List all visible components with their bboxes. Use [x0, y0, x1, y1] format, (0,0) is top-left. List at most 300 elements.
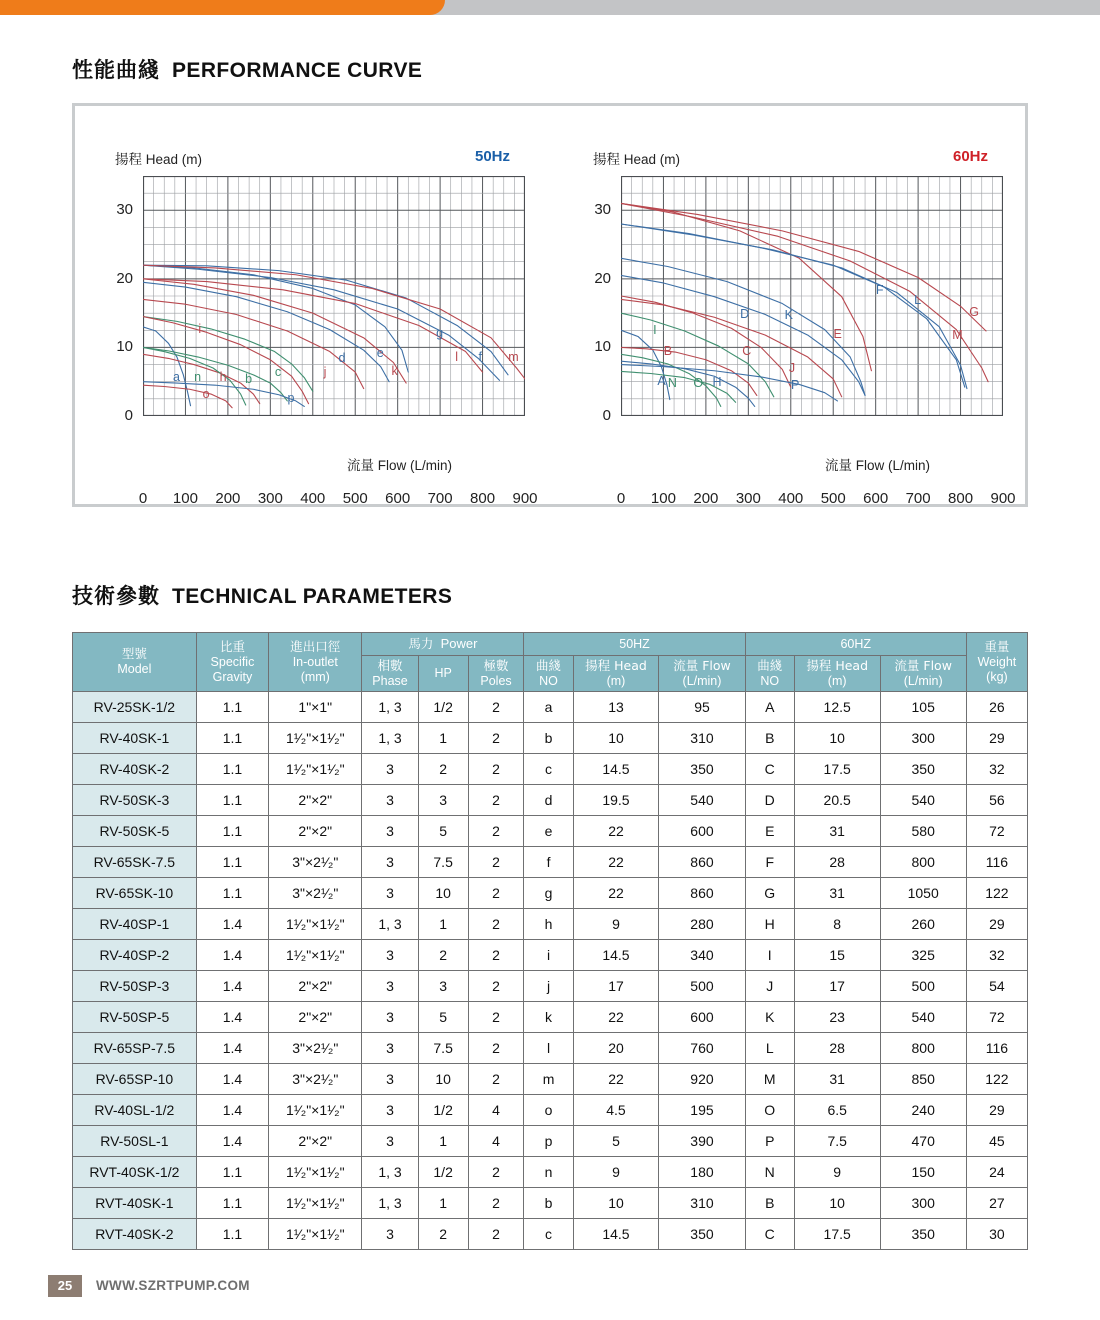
cell-curve-no-50hz: k [524, 1002, 573, 1033]
chart-60hz-x-tick: 0 [616, 490, 626, 507]
chart-60hz-y-axis-label: 揚程 Head (m) [593, 152, 681, 167]
cell-in-outlet: 3"×2¹⁄₂" [269, 878, 362, 909]
chart-50hz-curve-label-d: d [338, 351, 346, 366]
header-weight-en2: (kg) [986, 669, 1008, 684]
cell-curve-no-50hz: f [524, 847, 573, 878]
header-poles-en: Poles [480, 673, 512, 688]
cell-model: RV-65SP-10 [73, 1064, 197, 1095]
chart-60hz-x-tick: 200 [693, 490, 719, 507]
table-row [73, 878, 1028, 909]
cell-curve-no-50hz: b [524, 1188, 573, 1219]
cell-curve-no-50hz: c [524, 1219, 573, 1250]
cell-poles: 2 [468, 847, 524, 878]
chart-60hz-curve-label-O: O [693, 376, 704, 391]
header-weight-en1: Weight [977, 654, 1017, 669]
header-weight [966, 633, 1027, 692]
cell-hp: 5 [418, 816, 468, 847]
cell-head-50hz: 14.5 [573, 754, 659, 785]
chart-50hz-x-tick: 700 [427, 490, 453, 507]
cell-poles: 2 [468, 1033, 524, 1064]
cell-in-outlet: 1¹⁄₂"×1¹⁄₂" [269, 1157, 362, 1188]
header-50hz-curve-cn: 曲綫 [536, 657, 562, 673]
cell-hp: 10 [418, 878, 468, 909]
cell-head-60hz: 17.5 [794, 1219, 880, 1250]
chart-50hz-x-tick: 800 [470, 490, 496, 507]
cell-in-outlet: 1¹⁄₂"×1¹⁄₂" [269, 909, 362, 940]
chart-60hz-curve-label-M: M [952, 328, 963, 343]
cell-phase: 3 [362, 940, 418, 971]
chart-50hz-x-tick: 100 [172, 490, 198, 507]
cell-poles: 2 [468, 754, 524, 785]
header-60hz-group: 60HZ [745, 633, 966, 656]
cell-curve-no-50hz: p [524, 1126, 573, 1157]
header-60hz-head-cn: 揚程 Head [806, 657, 869, 673]
cell-model: RV-65SK-10 [73, 878, 197, 909]
cell-curve-no-60hz: M [745, 1064, 794, 1095]
cell-flow-50hz: 860 [659, 847, 745, 878]
cell-head-60hz: 17.5 [794, 754, 880, 785]
cell-head-60hz: 6.5 [794, 1095, 880, 1126]
cell-specific-gravity: 1.4 [196, 971, 268, 1002]
cell-hp: 7.5 [418, 1033, 468, 1064]
table-row [73, 754, 1028, 785]
table-row [73, 816, 1028, 847]
chart-50hz-curve-label-b: b [245, 371, 253, 386]
header-50hz-curve-no [524, 655, 573, 692]
cell-phase: 3 [362, 785, 418, 816]
header-50hz-head-cn: 揚程 Head [585, 657, 647, 673]
chart-60hz-x-tick: 300 [735, 490, 761, 507]
header-sg-cn: 比重 [219, 639, 245, 654]
chart-50hz-curve-label-l: l [455, 350, 458, 365]
chart-60hz-x-axis-label: 流量 Flow (L/min) [825, 458, 931, 473]
cell-curve-no-50hz: c [524, 754, 573, 785]
cell-curve-no-50hz: n [524, 1157, 573, 1188]
cell-head-60hz: 9 [794, 1157, 880, 1188]
chart-50hz-y-tick: 10 [116, 338, 133, 356]
table-row [73, 1095, 1028, 1126]
chart-50hz-x-tick: 0 [138, 490, 148, 507]
chart-50hz-curve-label-i: i [198, 321, 202, 336]
cell-weight: 72 [966, 816, 1027, 847]
chart-60hz-x-tick: 800 [948, 490, 974, 507]
cell-model: RV-40SL-1/2 [73, 1095, 197, 1126]
cell-curve-no-50hz: o [524, 1095, 573, 1126]
cell-model: RV-50SP-5 [73, 1002, 197, 1033]
header-50hz-head [573, 655, 659, 692]
cell-in-outlet: 1"×1" [269, 692, 362, 723]
cell-model: RV-40SK-1 [73, 723, 197, 754]
cell-head-60hz: 31 [794, 816, 880, 847]
chart-60hz-curve-label-N: N [667, 376, 677, 391]
cell-model: RVT-40SK-1/2 [73, 1157, 197, 1188]
cell-head-50hz: 20 [573, 1033, 659, 1064]
cell-specific-gravity: 1.4 [196, 1095, 268, 1126]
cell-model: RV-50SP-3 [73, 971, 197, 1002]
header-poles [468, 655, 524, 692]
cell-head-50hz: 22 [573, 816, 659, 847]
cell-phase: 3 [362, 1126, 418, 1157]
chart-50hz-frequency-badge: 50Hz [475, 148, 511, 165]
cell-specific-gravity: 1.4 [196, 1126, 268, 1157]
header-hp-en: HP [434, 666, 452, 681]
chart-50hz-x-tick: 400 [300, 490, 326, 507]
header-power-cn: 馬力 [408, 636, 434, 651]
table-row [73, 1219, 1028, 1250]
chart-60hz-curve-label-C: C [742, 343, 752, 358]
table-row [73, 1188, 1028, 1219]
chart-50hz-x-tick: 500 [342, 490, 368, 507]
cell-phase: 1, 3 [362, 723, 418, 754]
cell-head-60hz: 15 [794, 940, 880, 971]
cell-phase: 3 [362, 1219, 418, 1250]
chart-60hz-y-tick: 10 [594, 338, 611, 356]
cell-flow-50hz: 350 [659, 754, 745, 785]
cell-weight: 32 [966, 940, 1027, 971]
cell-in-outlet: 1¹⁄₂"×1¹⁄₂" [269, 723, 362, 754]
header-phase-en: Phase [372, 673, 408, 688]
cell-flow-60hz: 350 [880, 1219, 966, 1250]
cell-flow-60hz: 300 [880, 723, 966, 754]
cell-hp: 2 [418, 754, 468, 785]
cell-flow-60hz: 150 [880, 1157, 966, 1188]
cell-flow-50hz: 350 [659, 1219, 745, 1250]
cell-head-60hz: 23 [794, 1002, 880, 1033]
cell-flow-50hz: 600 [659, 816, 745, 847]
cell-poles: 2 [468, 816, 524, 847]
chart-60hz-curve-label-L: L [914, 292, 922, 307]
cell-flow-50hz: 340 [659, 940, 745, 971]
chart-50hz-y-tick: 20 [116, 269, 133, 287]
top-decoration-bar [0, 0, 1100, 15]
cell-head-60hz: 7.5 [794, 1126, 880, 1157]
cell-phase: 3 [362, 1002, 418, 1033]
cell-curve-no-60hz: A [745, 692, 794, 723]
cell-hp: 3 [418, 785, 468, 816]
header-60hz-flow-en: (L/min) [903, 673, 943, 688]
performance-curve-heading [72, 54, 422, 84]
cell-flow-60hz: 470 [880, 1126, 966, 1157]
performance-heading-en: PERFORMANCE CURVE [172, 59, 423, 82]
cell-curve-no-60hz: G [745, 878, 794, 909]
cell-model: RVT-40SK-2 [73, 1219, 197, 1250]
cell-phase: 3 [362, 816, 418, 847]
chart-60hz [553, 106, 1031, 510]
cell-curve-no-60hz: N [745, 1157, 794, 1188]
cell-weight: 32 [966, 754, 1027, 785]
cell-poles: 4 [468, 1095, 524, 1126]
cell-curve-no-60hz: C [745, 1219, 794, 1250]
cell-curve-no-50hz: e [524, 816, 573, 847]
cell-curve-no-50hz: a [524, 692, 573, 723]
cell-model: RV-50SK-3 [73, 785, 197, 816]
cell-head-50hz: 10 [573, 723, 659, 754]
table-body [73, 692, 1028, 1250]
cell-hp: 1 [418, 723, 468, 754]
header-sg-en2: Gravity [212, 669, 253, 684]
cell-poles: 2 [468, 692, 524, 723]
chart-60hz-y-tick: 20 [594, 269, 611, 287]
cell-phase: 1, 3 [362, 1157, 418, 1188]
cell-poles: 2 [468, 1188, 524, 1219]
cell-curve-no-60hz: O [745, 1095, 794, 1126]
cell-phase: 3 [362, 878, 418, 909]
cell-curve-no-60hz: C [745, 754, 794, 785]
table-header-row-1 [73, 633, 1028, 656]
cell-phase: 1, 3 [362, 909, 418, 940]
performance-curve-panel [72, 103, 1028, 507]
chart-60hz-x-tick: 400 [778, 490, 804, 507]
cell-specific-gravity: 1.1 [196, 1157, 268, 1188]
chart-60hz-x-tick: 100 [650, 490, 676, 507]
chart-60hz-y-tick: 0 [602, 407, 611, 424]
table-row [73, 1157, 1028, 1188]
cell-flow-50hz: 280 [659, 909, 745, 940]
cell-in-outlet: 1¹⁄₂"×1¹⁄₂" [269, 1188, 362, 1219]
cell-flow-60hz: 800 [880, 1033, 966, 1064]
cell-flow-50hz: 390 [659, 1126, 745, 1157]
cell-specific-gravity: 1.1 [196, 754, 268, 785]
cell-curve-no-60hz: H [745, 909, 794, 940]
cell-specific-gravity: 1.4 [196, 1064, 268, 1095]
cell-head-60hz: 10 [794, 723, 880, 754]
cell-specific-gravity: 1.1 [196, 692, 268, 723]
cell-flow-50hz: 920 [659, 1064, 745, 1095]
cell-specific-gravity: 1.1 [196, 816, 268, 847]
chart-50hz-curve-label-p: p [287, 390, 295, 405]
header-inout-en2: (mm) [300, 669, 330, 684]
cell-flow-50hz: 540 [659, 785, 745, 816]
cell-head-50hz: 14.5 [573, 940, 659, 971]
performance-heading-cn: 性能曲綫 [72, 58, 160, 82]
cell-curve-no-50hz: l [524, 1033, 573, 1064]
cell-flow-60hz: 350 [880, 754, 966, 785]
cell-head-60hz: 10 [794, 1188, 880, 1219]
chart-60hz-frequency-badge: 60Hz [953, 148, 989, 165]
cell-flow-50hz: 500 [659, 971, 745, 1002]
chart-50hz-curve-label-m: m [508, 350, 519, 365]
cell-in-outlet: 2"×2" [269, 971, 362, 1002]
chart-50hz-curve-label-k: k [391, 364, 398, 379]
cell-poles: 2 [468, 878, 524, 909]
header-model-en: Model [117, 662, 152, 677]
cell-in-outlet: 2"×2" [269, 1126, 362, 1157]
cell-model: RV-65SP-7.5 [73, 1033, 197, 1064]
table-row [73, 1064, 1028, 1095]
cell-flow-60hz: 500 [880, 971, 966, 1002]
chart-60hz-curve-label-A: A [657, 373, 666, 388]
cell-in-outlet: 1¹⁄₂"×1¹⁄₂" [269, 1095, 362, 1126]
cell-weight: 30 [966, 1219, 1027, 1250]
cell-curve-no-50hz: b [524, 723, 573, 754]
header-inout-en1: In-outlet [292, 654, 338, 669]
cell-weight: 56 [966, 785, 1027, 816]
chart-50hz-curve-label-c: c [274, 365, 282, 380]
chart-60hz-curve-label-D: D [740, 306, 750, 321]
table-row [73, 909, 1028, 940]
cell-model: RV-40SP-1 [73, 909, 197, 940]
cell-hp: 1 [418, 1126, 468, 1157]
cell-in-outlet: 1¹⁄₂"×1¹⁄₂" [269, 754, 362, 785]
cell-head-50hz: 22 [573, 1002, 659, 1033]
cell-weight: 72 [966, 1002, 1027, 1033]
header-poles-cn: 極數 [483, 657, 509, 673]
header-50hz-flow-en: (L/min) [682, 673, 722, 688]
header-specific-gravity [196, 633, 268, 692]
table-row [73, 785, 1028, 816]
cell-hp: 2 [418, 1219, 468, 1250]
table-row [73, 1002, 1028, 1033]
cell-head-50hz: 4.5 [573, 1095, 659, 1126]
header-sg-en1: Specific [210, 654, 255, 669]
header-power-group [362, 633, 524, 656]
cell-head-60hz: 20.5 [794, 785, 880, 816]
cell-flow-60hz: 325 [880, 940, 966, 971]
cell-specific-gravity: 1.4 [196, 940, 268, 971]
table-row [73, 1126, 1028, 1157]
cell-curve-no-60hz: P [745, 1126, 794, 1157]
cell-head-50hz: 9 [573, 1157, 659, 1188]
cell-curve-no-50hz: d [524, 785, 573, 816]
header-60hz-curve-no [745, 655, 794, 692]
cell-curve-no-60hz: L [745, 1033, 794, 1064]
chart-50hz-curve-label-a: a [172, 369, 180, 384]
cell-head-50hz: 5 [573, 1126, 659, 1157]
cell-in-outlet: 3"×2¹⁄₂" [269, 1064, 362, 1095]
cell-flow-50hz: 860 [659, 878, 745, 909]
cell-model: RV-65SK-7.5 [73, 847, 197, 878]
cell-flow-50hz: 180 [659, 1157, 745, 1188]
cell-hp: 2 [418, 940, 468, 971]
header-power-en: Power [440, 636, 478, 651]
chart-50hz-y-tick: 30 [116, 201, 133, 219]
cell-hp: 1/2 [418, 1095, 468, 1126]
chart-50hz-curve-label-e: e [376, 346, 384, 361]
cell-flow-50hz: 310 [659, 723, 745, 754]
cell-specific-gravity: 1.1 [196, 1219, 268, 1250]
cell-phase: 1, 3 [362, 1188, 418, 1219]
cell-hp: 5 [418, 1002, 468, 1033]
header-50hz-curve-en: NO [539, 673, 558, 688]
cell-curve-no-50hz: m [524, 1064, 573, 1095]
cell-head-50hz: 17 [573, 971, 659, 1002]
cell-weight: 29 [966, 1095, 1027, 1126]
cell-weight: 26 [966, 692, 1027, 723]
cell-flow-50hz: 310 [659, 1188, 745, 1219]
cell-flow-60hz: 1050 [880, 878, 966, 909]
cell-hp: 1/2 [418, 1157, 468, 1188]
cell-model: RV-40SK-2 [73, 754, 197, 785]
table-row [73, 940, 1028, 971]
cell-in-outlet: 1¹⁄₂"×1¹⁄₂" [269, 940, 362, 971]
cell-model: RVT-40SK-1 [73, 1188, 197, 1219]
cell-curve-no-60hz: F [745, 847, 794, 878]
cell-model: RV-50SK-5 [73, 816, 197, 847]
header-inout-cn: 進出口徑 [290, 639, 341, 654]
cell-curve-no-60hz: J [745, 971, 794, 1002]
cell-poles: 2 [468, 723, 524, 754]
cell-specific-gravity: 1.1 [196, 878, 268, 909]
cell-weight: 29 [966, 909, 1027, 940]
table-row [73, 971, 1028, 1002]
header-60hz-flow-cn: 流量 Flow [894, 657, 952, 673]
chart-50hz-curve-label-o: o [202, 387, 210, 402]
cell-curve-no-50hz: i [524, 940, 573, 971]
cell-curve-no-60hz: D [745, 785, 794, 816]
chart-50hz-x-tick: 300 [257, 490, 283, 507]
header-50hz-flow-cn: 流量 Flow [673, 657, 731, 673]
cell-flow-50hz: 600 [659, 1002, 745, 1033]
cell-curve-no-60hz: B [745, 723, 794, 754]
header-60hz-head-en: (m) [827, 673, 847, 688]
cell-curve-no-50hz: g [524, 878, 573, 909]
cell-head-60hz: 17 [794, 971, 880, 1002]
chart-50hz-x-tick: 900 [512, 490, 538, 507]
cell-poles: 2 [468, 971, 524, 1002]
chart-50hz-x-axis-label: 流量 Flow (L/min) [347, 458, 453, 473]
header-60hz-flow [880, 655, 966, 692]
chart-50hz-y-tick: 0 [124, 407, 133, 424]
cell-head-50hz: 22 [573, 847, 659, 878]
header-60hz-curve-en: NO [760, 673, 780, 688]
chart-50hz-x-tick: 200 [215, 490, 241, 507]
header-50hz-group: 50HZ [524, 633, 745, 656]
cell-flow-60hz: 580 [880, 816, 966, 847]
cell-head-50hz: 10 [573, 1188, 659, 1219]
cell-hp: 1 [418, 1188, 468, 1219]
cell-phase: 3 [362, 971, 418, 1002]
chart-60hz-curve-label-E: E [833, 327, 842, 342]
chart-60hz-svg [621, 176, 1003, 416]
cell-curve-no-60hz: E [745, 816, 794, 847]
cell-head-60hz: 8 [794, 909, 880, 940]
chart-50hz-curve-label-g: g [436, 325, 444, 340]
cell-weight: 45 [966, 1126, 1027, 1157]
header-weight-cn: 重量 [984, 639, 1010, 654]
chart-60hz-curve-label-J: J [788, 361, 796, 376]
top-orange-bar [0, 0, 445, 15]
cell-head-60hz: 12.5 [794, 692, 880, 723]
cell-weight: 27 [966, 1188, 1027, 1219]
cell-curve-no-50hz: h [524, 909, 573, 940]
cell-specific-gravity: 1.1 [196, 785, 268, 816]
chart-60hz-curve-label-I: I [653, 322, 657, 337]
chart-60hz-curve-label-P: P [791, 377, 800, 392]
cell-flow-50hz: 195 [659, 1095, 745, 1126]
header-phase [362, 655, 418, 692]
header-hp [418, 655, 468, 692]
cell-head-50hz: 13 [573, 692, 659, 723]
chart-60hz-curve-label-B: B [663, 343, 673, 358]
cell-in-outlet: 3"×2¹⁄₂" [269, 847, 362, 878]
cell-phase: 3 [362, 1033, 418, 1064]
cell-flow-60hz: 260 [880, 909, 966, 940]
cell-specific-gravity: 1.4 [196, 1002, 268, 1033]
chart-50hz-x-tick: 600 [385, 490, 411, 507]
technical-parameters-table [72, 632, 1028, 1250]
chart-50hz-y-axis-label: 揚程 Head (m) [115, 152, 203, 167]
cell-phase: 3 [362, 847, 418, 878]
chart-50hz-curve-label-n: n [194, 370, 202, 385]
table-row [73, 1033, 1028, 1064]
chart-50hz-curve-label-h: h [219, 370, 227, 385]
website-url: WWW.SZRTPUMP.COM [96, 1278, 250, 1293]
cell-head-50hz: 22 [573, 1064, 659, 1095]
cell-model: RV-50SL-1 [73, 1126, 197, 1157]
cell-flow-60hz: 300 [880, 1188, 966, 1219]
cell-in-outlet: 2"×2" [269, 785, 362, 816]
cell-head-60hz: 31 [794, 878, 880, 909]
